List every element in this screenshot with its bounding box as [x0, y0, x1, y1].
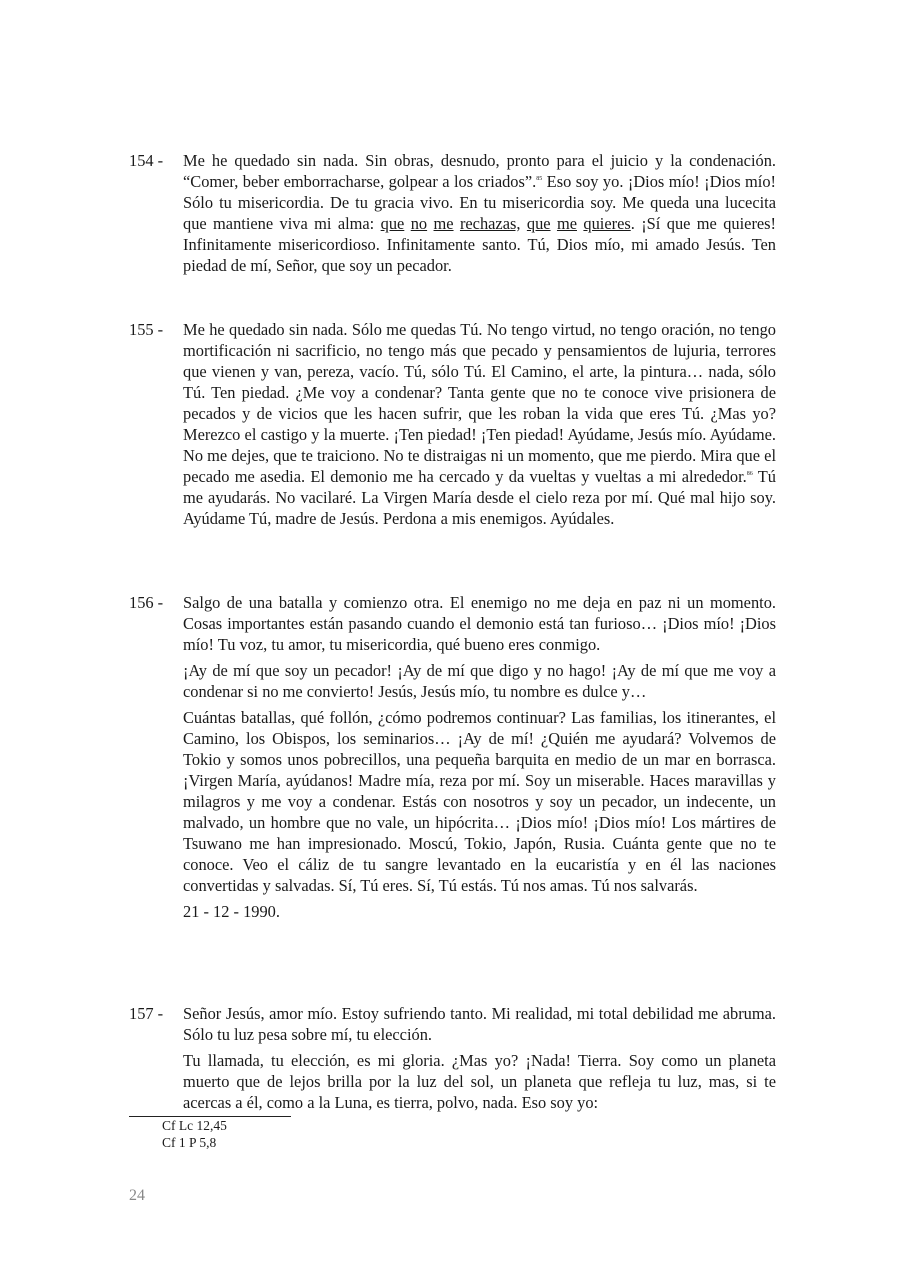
footnote-marker: 85	[536, 176, 543, 182]
text-run: Me he quedado sin nada. Sin obras, desnudo, pronto para el juicio y la condenación. “Comer, beber emborracharse, golpear a los criados”.	[183, 151, 776, 191]
underlined-text: rechazas,	[459, 214, 521, 233]
paragraph	[183, 592, 776, 655]
paragraph	[183, 150, 776, 276]
text-run: 21 - 12 - 1990.	[183, 902, 280, 921]
text-run: Tu llamada, tu elección, es mi gloria. ¿Mas yo? ¡Nada! Tierra. Soy como un planeta muerto que de lejos brilla por la luz del sol, un planeta que refleja tu luz, mas, si te acercas a él, como a la Luna, es tierra, polvo, nada. Eso soy yo:	[183, 1051, 776, 1112]
underlined-text: me	[433, 214, 454, 233]
entry-157	[129, 1003, 776, 1118]
underlined-text: quieres	[583, 214, 631, 233]
paragraph	[183, 660, 776, 702]
paragraph	[183, 901, 776, 922]
text-run: Eso soy yo. ¡Dios mío! ¡Dios mío! Sólo tu misericordia. De tu gracia vivo. En tu misericordia soy. Me queda una lucecita que mantiene viva mi alma:	[183, 172, 776, 233]
entry-number: 157 -	[129, 1004, 164, 1023]
text-run: ¡Ay de mí que soy un pecador! ¡Ay de mí que digo y no hago! ¡Ay de mí que me voy a condenar si no me convierto! Jesús, Jesús mío, tu nombre es dulce y…	[183, 661, 776, 701]
text-run: Tú me ayudarás. No vacilaré. La Virgen María desde el cielo reza por mí. Qué mal hijo soy. Ayúdame Tú, madre de Jesús. Perdona a mis enemigos. Ayúdales.	[183, 467, 776, 528]
underlined-text: que	[380, 214, 405, 233]
paragraph	[183, 319, 776, 529]
entry-156	[129, 592, 776, 927]
paragraph	[183, 1050, 776, 1113]
underlined-text: no	[410, 214, 428, 233]
underlined-text: me	[556, 214, 577, 233]
entry-body	[183, 592, 776, 922]
entry-body	[183, 319, 776, 529]
footnote-85: Cf Lc 12,45	[162, 1118, 227, 1133]
text-run: Cuántas batallas, qué follón, ¿cómo podremos continuar? Las familias, los itinerantes, el Camino, los Obispos, los seminarios… ¡Ay de mí! ¿Quién me ayudará? Volvemos de Tokio y somos unos pobrecillos, una pequeña barquita en medio de un mar en borrasca. ¡Virgen María, ayúdanos! Madre mía, reza por mí. Soy un miserable. Haces maravillas y milagros y me voy a condenar. Estás con nosotros y soy un pecador, un indecente, un malvado, un hombre que no vale, un hipócrita… ¡Dios mío! ¡Dios mío! Los mártires de Tsuwano me han impresionado. Moscú, Tokio, Japón, Rusia. Cuánta gente que no te conoce. Veo el cáliz de tu sangre levantado en la eucaristía y en él las naciones convertidas y salvadas. Sí, Tú eres. Sí, Tú estás. Tú nos amas. Tú nos salvarás.	[183, 708, 776, 895]
paragraph	[183, 707, 776, 896]
underlined-text: que	[526, 214, 551, 233]
entry-body	[183, 150, 776, 276]
text-run: Salgo de una batalla y comienzo otra. El enemigo no me deja en paz ni un momento. Cosas importantes están pasando cuando el demonio está tan furioso… ¡Dios mío! ¡Dios mío! Tu voz, tu amor, tu misericordia, qué bueno eres conmigo.	[183, 593, 776, 654]
text-run: . ¡Sí que me quieres! Infinitamente misericordioso. Infinitamente santo. Tú, Dios mío, mi amado Jesús. Ten piedad de mí, Señor, que soy un pecador.	[183, 214, 777, 275]
entry-155	[129, 319, 776, 534]
text-run: Me he quedado sin nada. Sólo me quedas Tú. No tengo virtud, no tengo oración, no tengo mortificación ni sacrificio, no tengo más que pecado y pensamientos de lujuria, terrores que vienen y van, pereza, vacío. Tú, sólo Tú. El Camino, el arte, la pintura… nada, sólo Tú. Ten piedad. ¿Me voy a condenar? Tanta gente que no te conoce vive prisionera de pecados y de vicios que les hacen sufrir, que les roban la vida que eres Tú. ¿Mas yo? Merezco el castigo y la muerte. ¡Ten piedad! ¡Ten piedad! Ayúdame, Jesús mío. Ayúdame. No me dejes, que te traiciono. No te distraigas ni un momento, que me pierdo. Mira que el pecado me asedia. El demonio me ha cercado y da vueltas y vueltas a mi alrededor.	[183, 320, 776, 486]
footnotes	[162, 1117, 227, 1151]
text-run: Señor Jesús, amor mío. Estoy sufriendo tanto. Mi realidad, mi total debilidad me abruma. Sólo tu luz pesa sobre mí, tu elección.	[183, 1004, 776, 1044]
entry-body	[183, 1003, 776, 1113]
paragraph	[183, 1003, 776, 1045]
page-number: 24	[129, 1187, 145, 1204]
entry-154	[129, 150, 776, 281]
footnote-86: Cf 1 P 5,8	[162, 1135, 217, 1150]
entry-number: 156 -	[129, 593, 164, 612]
entry-number: 155 -	[129, 320, 164, 339]
entry-number: 154 -	[129, 151, 164, 170]
footnote-marker: 86	[746, 471, 753, 477]
